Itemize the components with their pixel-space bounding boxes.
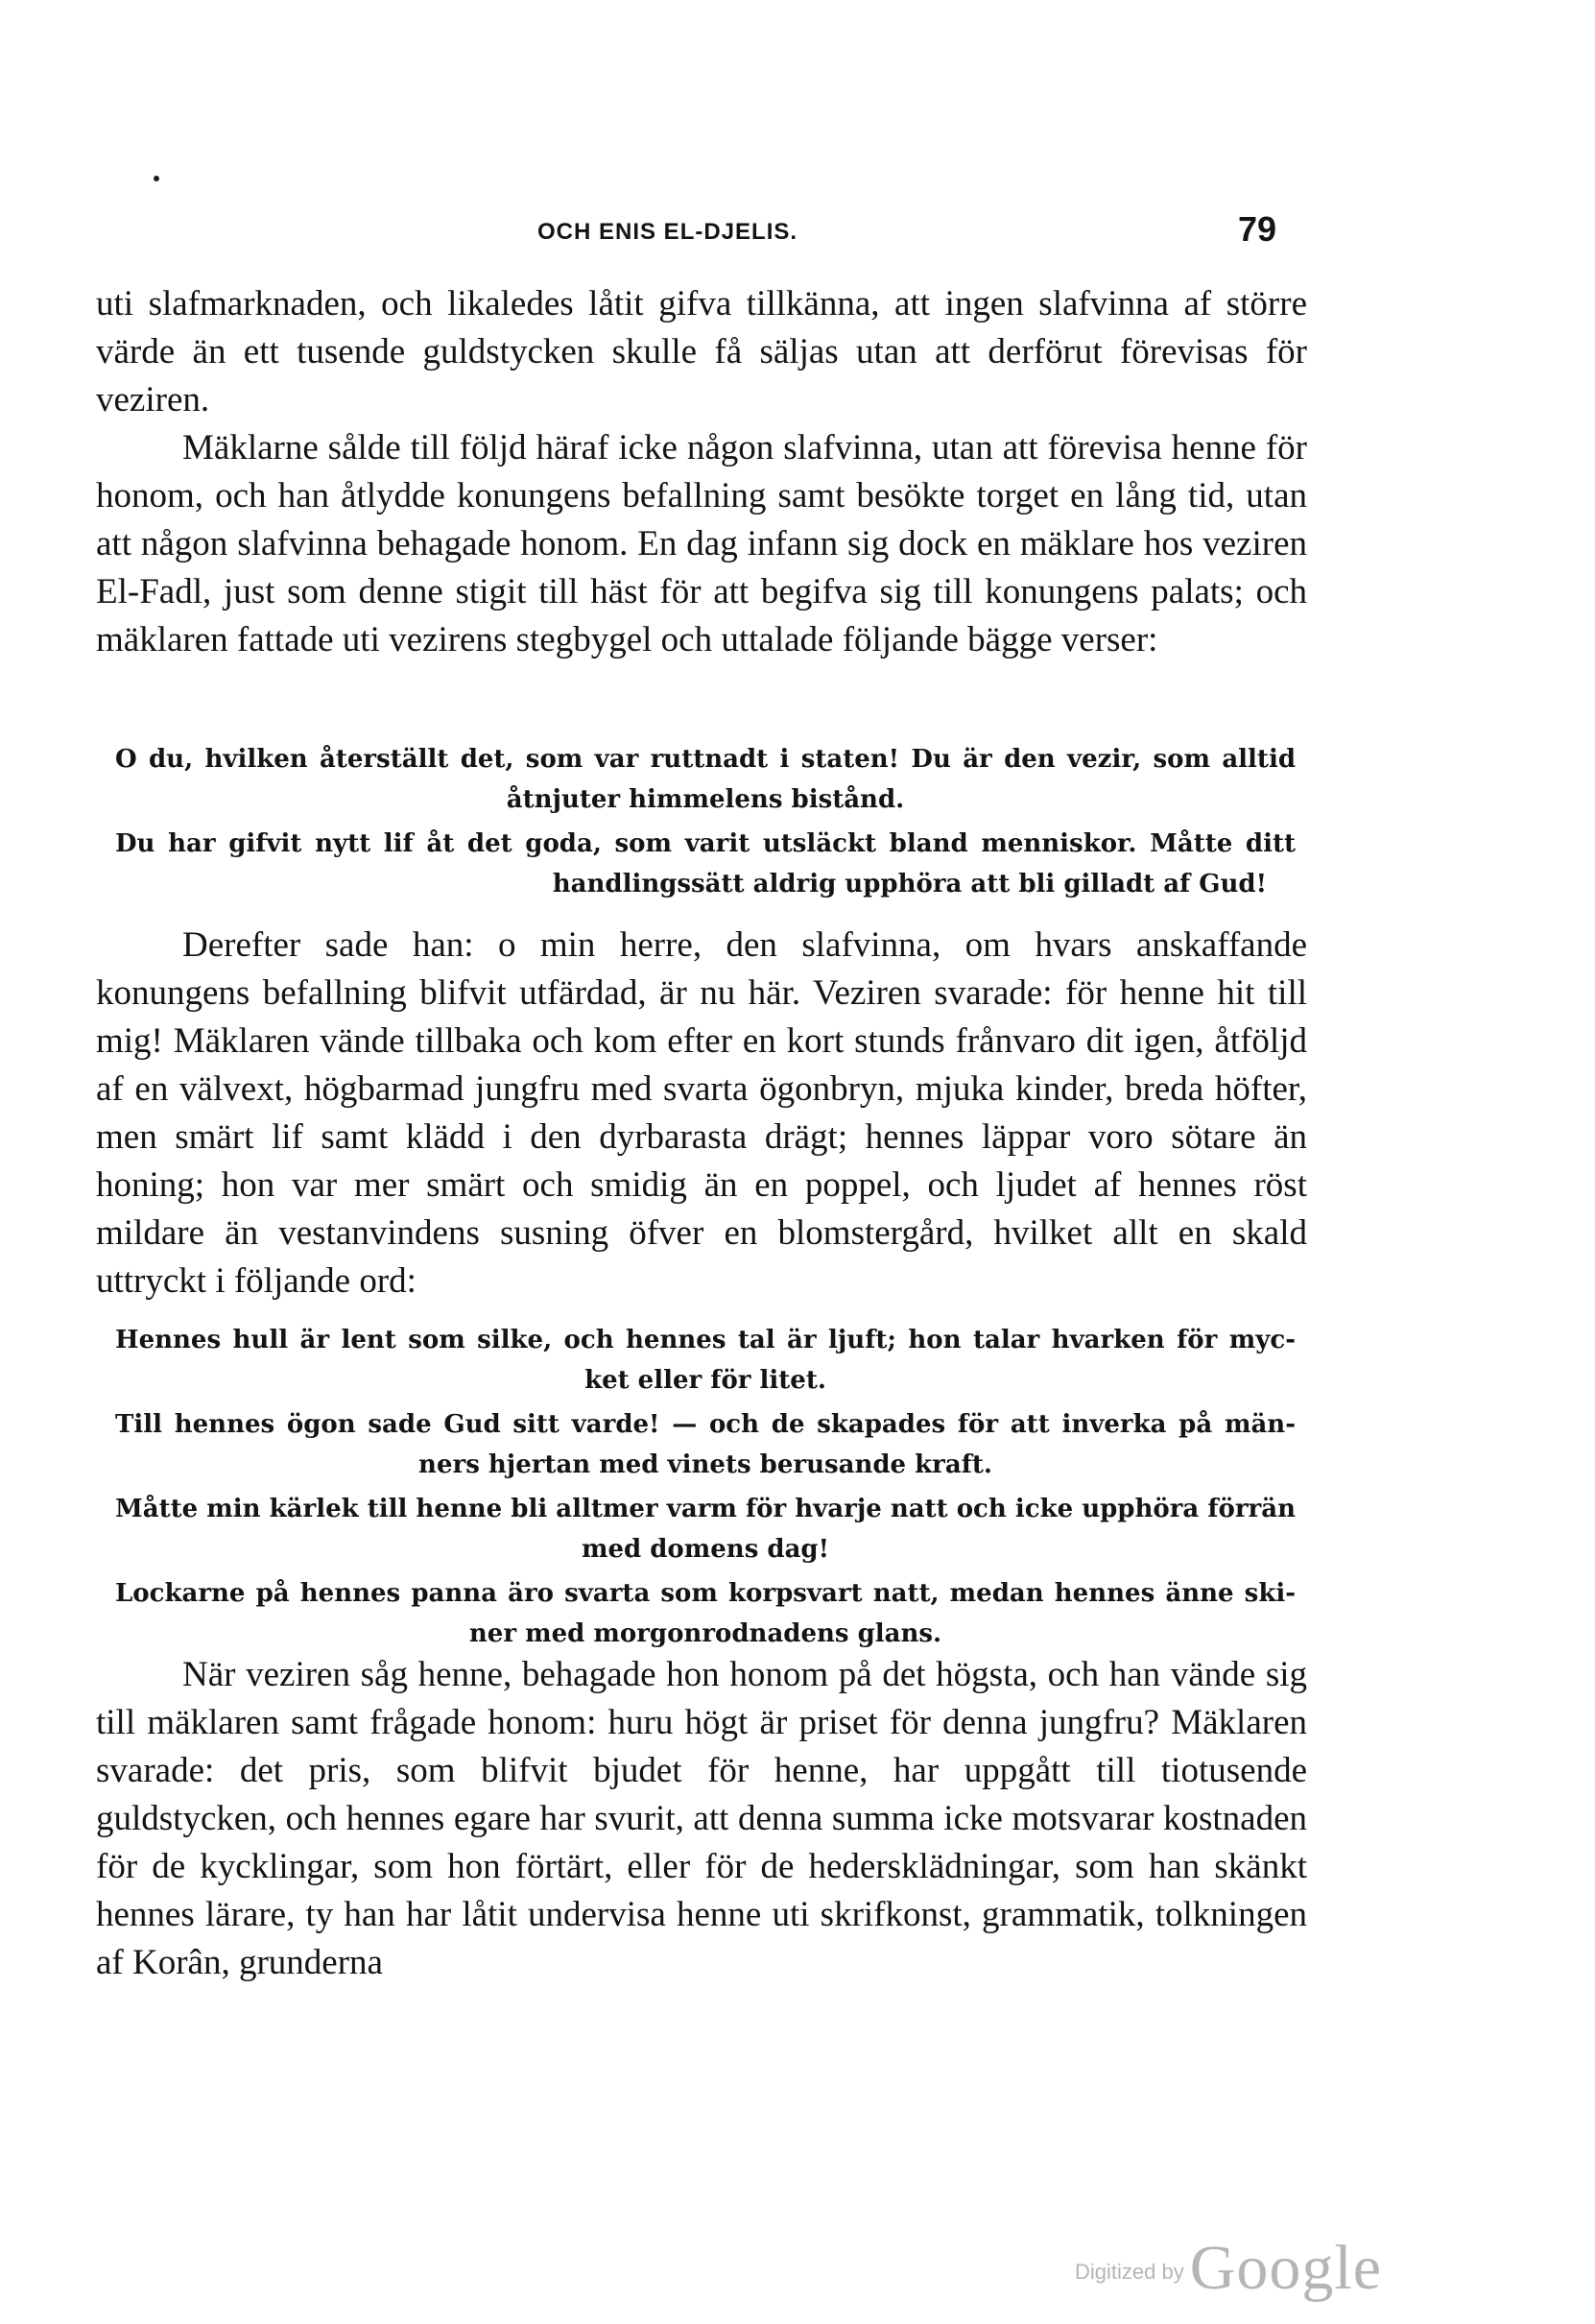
paragraph-4: När veziren såg henne, behagade hon honom på det högsta, och han vände sig till mäklaren samt frågade honom: huru högt är priset för denna jungfru? Mäklaren svarade: det pris, som blifvit bjudet för henne, har uppgått till tiotusende guldstycken, och hennes egare har svurit, att denna summa icke motsvarar kostnaden för de kycklingar, som hon förtärt, eller för de hedersklädningar, som han skänkt hennes lärare, ty han har låtit undervisa henne uti skrifkonst, grammatik, tolkningen af Korân, grunderna [96,1655,1307,1982]
verse [115,1404,1296,1485]
verse [115,1573,1296,1654]
verse [115,1320,1296,1401]
verse-block-2 [115,1320,1296,1658]
body-text-middle [96,922,1307,1306]
verse-line-continuation: åtnjuter himmelens bistånd. [506,785,905,814]
digitization-watermark [1075,2232,1382,2305]
paragraph-1: uti slafmarknaden, och likaledes låtit gifva tillkänna, att ingen slafvinna af större värde än ett tusende guldstycken skulle få säljas utan att derförut förevisas för veziren. [96,284,1307,419]
verse [115,739,1296,820]
verse-line: Till hennes ögon sade Gud sitt varde! — och de skapades för att inverka på män- [115,1410,1296,1439]
verse-block-1 [115,739,1296,908]
google-logo: Google [1189,2233,1383,2303]
verse-line-continuation: ket eller för litet. [584,1366,826,1395]
running-title: OCH ENIS EL-DJELIS. [537,219,798,245]
verse-line: Du har gifvit nytt lif åt det goda, som varit utsläckt bland menniskor. Måtte ditt [115,829,1296,858]
verse [115,1489,1296,1569]
verse-line: Lockarne på hennes panna äro svarta som korpsvart natt, medan hennes änne ski- [115,1579,1296,1608]
page-header [96,209,1286,267]
ink-speck [154,176,159,181]
verse-line-continuation: ners hjertan med vinets berusande kraft. [418,1450,992,1479]
verse-line-continuation: handlingssätt aldrig upphöra att bli gilladt af Gud! [552,870,1267,898]
verse-line: O du, hvilken återställt det, som var ruttnadt i staten! Du är den vezir, som alltid [115,745,1296,774]
paragraph-2: Mäklarne sålde till följd häraf icke någon slafvinna, utan att förevisa henne för honom, och han åtlydde konungens befallning samt besökte torget en lång tid, utan att någon slafvinna behagade honom. En dag infann sig dock en mäklare hos veziren El-Fadl, just som denne stigit till häst för att begifva sig till konungens palats; och mäklaren fattade uti vezirens stegbygel och uttalade följande bägge verser: [96,428,1307,659]
verse-line: Måtte min kärlek till henne bli alltmer varm för hvarje natt och icke upphöra förrän [115,1495,1296,1523]
body-text-top [96,280,1307,664]
paragraph-3: Derefter sade han: o min herre, den slafvinna, om hvars anskaffande konungens befallning blifvit utfärdad, är nu här. Veziren svarade: för henne hit till mig! Mäklaren vände tillbaka och kom efter en kort stunds frånvaro dit igen, åtföljd af en välvext, högbarmad jungfru med svarta ögonbryn, mjuka kinder, breda höfter, men smärt lif samt klädd i den dyrbarasta drägt; hennes läppar voro sötare än honing; hon var mer smärt och smidig än en poppel, och ljudet af hennes röst mildare än vestanvindens susning öfver en blomstergård, hvilket allt en skald uttryckt i följande ord: [96,925,1307,1301]
verse [115,824,1296,904]
verse-line-continuation: med domens dag! [581,1535,830,1564]
page-number: 79 [1237,209,1276,249]
body-text-bottom [96,1651,1307,1987]
verse-line-continuation: ner med morgonrodnadens glans. [468,1619,942,1648]
watermark-prefix: Digitized by [1075,2260,1184,2284]
verse-line: Hennes hull är lent som silke, och hennes tal är ljuft; hon talar hvarken för myc- [115,1326,1296,1354]
